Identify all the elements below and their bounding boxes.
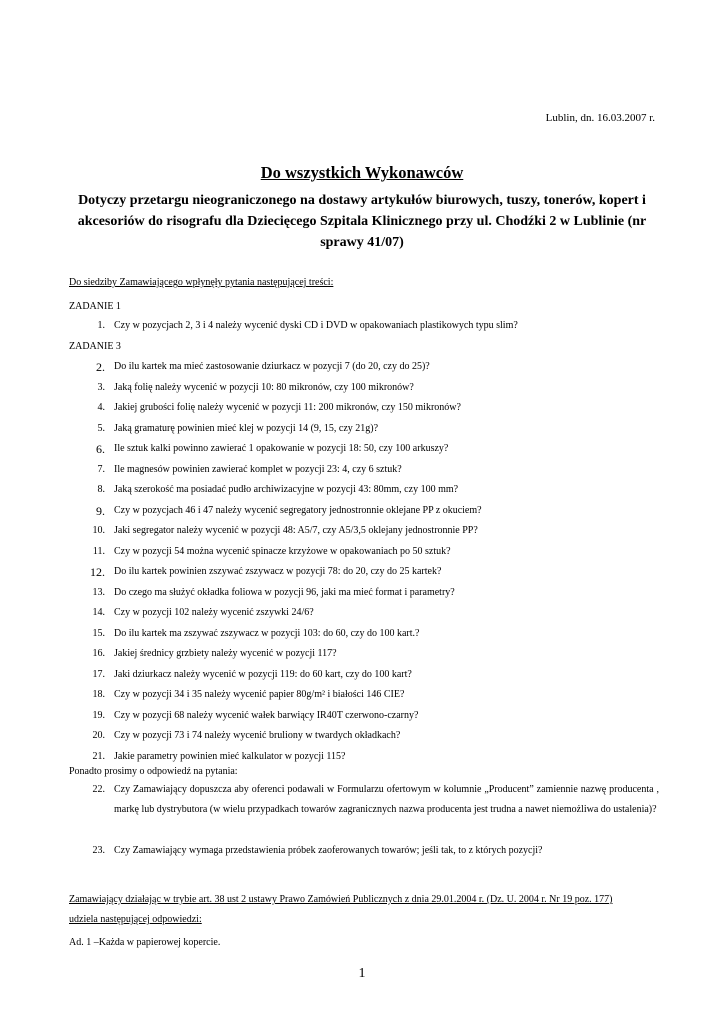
- zadanie-3-label: ZADANIE 3: [69, 341, 121, 352]
- question-text: Czy Zamawiający dopuszcza aby oferenci podawali w Formularzu ofertowym w kolumnie „Producent” zamiennie nazwę producenta , markę lub dystrybutora (w wielu przypadkach towarów zagranicznych nazwa producenta jest trudna a nawet niemożliwa do ustalenia)?: [114, 784, 659, 815]
- question-text: Czy w pozycji 54 można wycenić spinacze krzyżowe w opakowaniach po 50 sztuk?: [114, 545, 451, 557]
- question-number: 20.: [92, 730, 105, 741]
- question-text: Czy w pozycji 68 należy wycenić wałek barwiący IR40T czerwono-czarny?: [114, 709, 419, 721]
- question-number: 4.: [97, 402, 105, 413]
- document-subtitle: Dotyczy przetargu nieograniczonego na dostawy artykułów biurowych, tuszy, tonerów, kopert i akcesoriów do risografu dla Dziecięcego Szpitala Klinicznego przy ul. Chodźki 2 w Lublinie (nr sprawy 41/07): [77, 193, 647, 250]
- question-number: 2.: [96, 360, 105, 374]
- question-number: 3.: [97, 381, 105, 393]
- question-text: Do ilu kartek ma zszywać zszywacz w pozycji 103: do 60, czy do 100 kart.?: [114, 627, 420, 639]
- question-number: 14.: [92, 607, 105, 618]
- question-text: Czy w pozycji 34 i 35 należy wycenić papier 80g/m² i białości 146 CIE?: [114, 689, 405, 700]
- question-text: Czy w pozycjach 2, 3 i 4 należy wycenić dyski CD i DVD w opakowaniach plastikowych typu slim?: [114, 320, 518, 331]
- question-text: Do czego ma służyć okładka foliowa w pozycji 96, jaki ma mieć format i parametry?: [114, 586, 455, 598]
- question-item: [69, 780, 659, 842]
- document-date: Lublin, dn. 16.03.2007 r.: [545, 112, 655, 124]
- question-text: Jaki segregator należy wycenić w pozycji 48: A5/7, czy A5/3,5 oklejany jednostronnie PP?: [114, 525, 478, 536]
- question-number: 11.: [92, 545, 105, 557]
- question-text: Ile sztuk kalki powinno zawierać 1 opakowanie w pozycji 18: 50, czy 100 arkuszy?: [114, 443, 449, 454]
- additional-questions-label: Ponadto prosimy o odpowiedź na pytania:: [69, 766, 238, 777]
- question-number: 15.: [92, 627, 105, 639]
- question-text: Czy Zamawiający wymaga przedstawienia próbek zaoferowanych towarów; jeśli tak, to z których pozycji?: [114, 845, 543, 856]
- question-text: Jaką szerokość ma posiadać pudło archiwizacyjne w pozycji 43: 80mm, czy 100 mm?: [114, 484, 459, 495]
- zadanie-1-label: ZADANIE 1: [69, 301, 121, 312]
- question-text: Do ilu kartek powinien zszywać zszywacz w pozycji 78: do 20, czy do 25 kartek?: [114, 566, 442, 577]
- question-text: Do ilu kartek ma mieć zastosowanie dziurkacz w pozycji 7 (do 20, czy do 25)?: [114, 361, 430, 372]
- question-text: Jakiej średnicy grzbiety należy wycenić w pozycji 117?: [114, 648, 337, 659]
- question-number: 10.: [92, 525, 105, 536]
- question-text: Czy w pozycjach 46 i 47 należy wycenić segregatory jednostronnie oklejane PP z okuciem?: [114, 504, 482, 516]
- question-text: Jaki dziurkacz należy wycenić w pozycji 119: do 60 kart, czy do 100 kart?: [114, 668, 412, 680]
- page-number: 1: [358, 966, 366, 981]
- question-number: 16.: [92, 648, 105, 659]
- closing-statement: Zamawiający działając w trybie art. 38 ust 2 ustawy Prawo Zamówień Publicznych z dnia 29.01.2004 r. (Dz. U. 2004 r. Nr 19 poz. 177) udziela następującej odpowiedzi:: [69, 894, 613, 925]
- question-number: 18.: [92, 689, 105, 700]
- question-number: 7.: [97, 463, 105, 475]
- question-text: Ile magnesów powinien zawierać komplet w pozycji 23: 4, czy 6 sztuk?: [114, 463, 402, 475]
- question-number: 1.: [97, 320, 105, 331]
- question-text: Jakie parametry powinien mieć kalkulator w pozycji 115?: [114, 750, 346, 762]
- question-number: 6.: [96, 442, 105, 456]
- question-text: Jakiej grubości folię należy wycenić w pozycji 11: 200 mikronów, czy 150 mikronów?: [114, 402, 461, 413]
- question-number: 9.: [96, 503, 105, 518]
- question-number: 23.: [92, 845, 105, 856]
- question-number: 13.: [92, 586, 105, 598]
- question-number: 12.: [90, 565, 105, 579]
- question-number: 21.: [92, 750, 105, 762]
- question-number: 17.: [92, 668, 105, 680]
- question-number: 8.: [97, 484, 105, 495]
- question-number: 19.: [92, 709, 105, 721]
- question-text: Jaką folię należy wycenić w pozycji 10: 80 mikronów, czy 100 mikronów?: [114, 381, 414, 393]
- document-title: Do wszystkich Wykonawców: [260, 163, 464, 182]
- questions-intro: Do siedziby Zamawiającego wpłynęły pytania następującej treści:: [69, 277, 334, 288]
- question-text: Jaką gramaturę powinien mieć klej w pozycji 14 (9, 15, czy 21g)?: [114, 422, 379, 434]
- answer-ad-1: Ad. 1 –Każda w papierowej kopercie.: [69, 937, 221, 948]
- question-number: 5.: [97, 422, 105, 434]
- question-text: Czy w pozycji 73 i 74 należy wycenić bruliony w twardych okładkach?: [114, 730, 401, 741]
- question-number: 22.: [92, 784, 105, 795]
- question-text: Czy w pozycji 102 należy wycenić zszywki 24/6?: [114, 607, 314, 618]
